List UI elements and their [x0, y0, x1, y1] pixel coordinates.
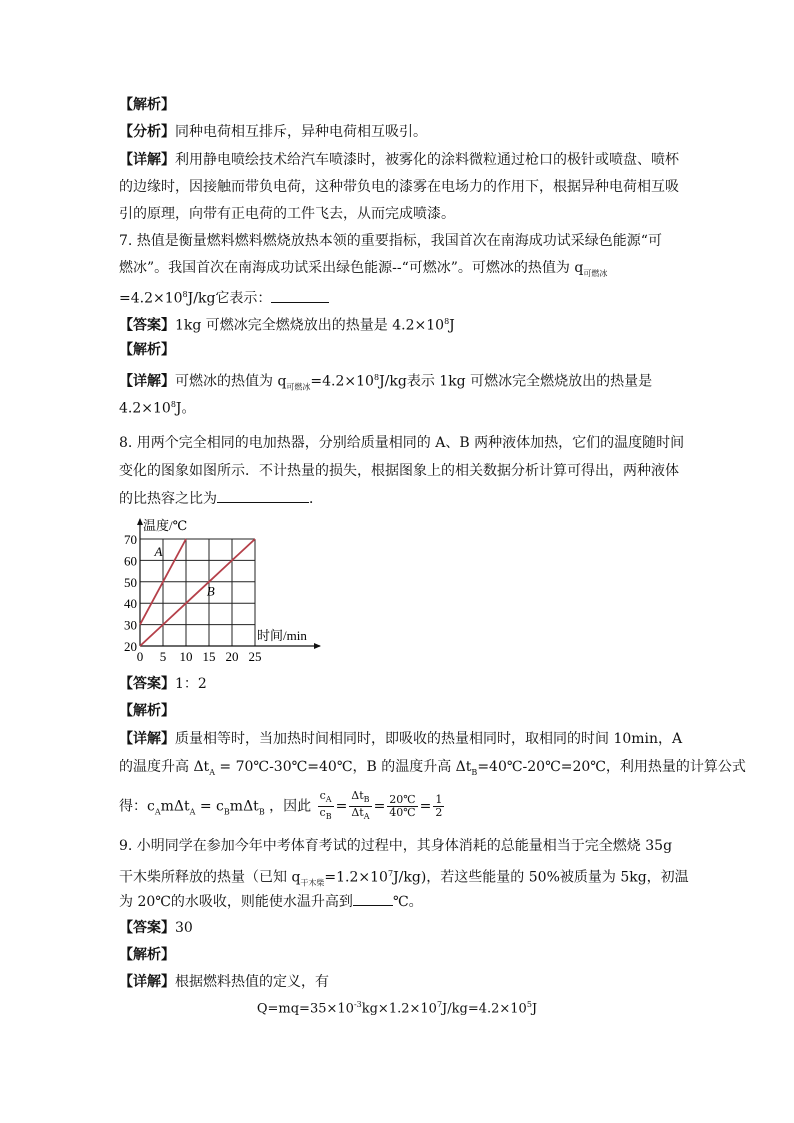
text-span: 的温度升高 Δt — [119, 759, 210, 775]
section-tag: 【详解】 — [119, 152, 175, 168]
section-tag: 【详解】 — [119, 373, 175, 390]
text-span: kg×1.2×10 — [361, 1001, 437, 1017]
subscript: A — [363, 812, 370, 822]
text-span: 质量相等时，当加热时间相同时，即吸收的热量相同时，取相同的时间 10min，A — [175, 731, 683, 747]
section-tag: 【详解】 — [119, 974, 175, 990]
x-axis-label: 时间/min — [257, 628, 307, 643]
subscript: B — [223, 807, 230, 817]
answer-line — [119, 674, 207, 694]
text-span: J/kg=4.2×10 — [442, 1001, 527, 1017]
text-span: ℃。 — [392, 894, 423, 910]
text-span: =4.2×10 — [119, 290, 183, 307]
answer-line — [119, 918, 193, 938]
text-span: 4.2×10 — [119, 400, 171, 417]
section-tag: 【答案】 — [119, 676, 175, 692]
answer-line — [119, 312, 455, 336]
text-span: J/kg)，若这些能量的 50%被质量为 5kg，初温 — [393, 869, 689, 886]
y-tick-label: 40 — [124, 596, 137, 612]
analysis-heading: 【解析】 — [119, 703, 175, 719]
subscript: B — [258, 807, 265, 817]
y-tick-label: 70 — [124, 532, 137, 547]
subscript: A — [209, 767, 215, 777]
fraction — [349, 790, 371, 823]
question-9-line — [119, 864, 689, 893]
superscript: 7 — [436, 1000, 443, 1009]
text-span: ． — [309, 491, 323, 507]
fraction-denominator: c — [319, 806, 326, 820]
y-axis-label: 温度/℃ — [143, 518, 188, 533]
chart-series — [140, 539, 255, 646]
text-span: =1.2×10 — [324, 869, 388, 886]
question-8-line: 8. 用两个完全相同的电加热器，分别给质量相同的 A、B 两种液体加热，它们的温度随时间 — [119, 435, 685, 451]
text-span: =4.2×10 — [310, 373, 374, 390]
text-span: J/kg它表示： — [187, 290, 272, 307]
y-tick-label: 20 — [124, 639, 137, 654]
y-tick-label: 60 — [124, 553, 137, 569]
section-tag: 【答案】 — [119, 920, 175, 936]
section-tag: 【详解】 — [119, 731, 175, 747]
x-tick-label: 0 — [136, 649, 144, 664]
analysis-heading: 【解析】 — [119, 947, 175, 963]
detail-line — [119, 368, 652, 397]
fraction-denominator: Δt — [351, 806, 364, 820]
subscript: A — [154, 807, 161, 817]
answer-text: J — [449, 317, 455, 334]
subscript: B — [471, 767, 478, 777]
text-span: mΔt — [229, 798, 259, 815]
text-span: ，因此 — [264, 798, 312, 815]
answer-text: 1kg 可燃冰完全燃烧放出的热量是 4.2×10 — [175, 317, 445, 334]
x-tick-label: 20 — [225, 649, 239, 664]
section-tag: 【答案】 — [119, 317, 175, 334]
detail-line — [119, 729, 682, 749]
detail-line — [119, 150, 679, 170]
question-8-line — [119, 488, 323, 509]
superscript: 8 — [373, 373, 380, 382]
subscript: 干木柴 — [300, 878, 325, 888]
text-span: =40℃-20℃=20℃，利用热量的计算公式 — [477, 759, 746, 775]
text-span: 可燃冰的热值为 q — [175, 373, 287, 390]
question-7-line — [119, 258, 607, 284]
paragraph-text: 同种电荷相互排斥，异种电荷相互吸引。 — [175, 124, 427, 140]
x-tick-label: 5 — [159, 649, 167, 664]
x-axis-arrow — [314, 643, 321, 649]
text-span: Q=mq=35×10 — [256, 1001, 354, 1017]
superscript: 8 — [170, 400, 176, 409]
analysis-heading: 【解析】 — [119, 342, 175, 358]
answer-blank — [271, 288, 329, 303]
x-tick-label: 25 — [248, 649, 262, 664]
detail-line: 引的原理，向带有正电荷的工件飞去，从而完成喷漆。 — [119, 206, 455, 222]
subscript: 可燃冰 — [583, 268, 608, 278]
x-tick-label: 10 — [179, 649, 193, 664]
subscript: A — [325, 795, 332, 805]
superscript: 8 — [182, 290, 188, 299]
text-span: 得：c — [119, 798, 155, 815]
subscript: 可燃冰 — [286, 382, 311, 392]
energy-formula — [0, 1000, 794, 1016]
series-label-b: B — [206, 583, 215, 599]
x-tick-label: 15 — [202, 649, 216, 664]
temperature-time-chart — [115, 516, 325, 666]
text-span: 燃冰”。我国首次在南海成功试采出绿色能源--“可燃冰”。可燃冰的热值为 q — [119, 260, 584, 276]
subscript: B — [325, 812, 332, 822]
text-span: 根据燃料热值的定义，有 — [175, 974, 329, 990]
fraction-numerator: 1 — [435, 793, 443, 807]
text-span: J/kg表示 1kg 可燃冰完全燃烧放出的热量是 — [379, 373, 653, 390]
detail-line — [119, 395, 196, 419]
text-span: 为 20℃的水吸收，则能使水温升高到 — [119, 894, 353, 910]
fraction — [433, 794, 444, 819]
text-span: J。 — [175, 400, 196, 417]
question-9-line — [119, 891, 423, 912]
answer-blank — [353, 891, 393, 906]
fraction-numerator: Δt — [351, 789, 364, 802]
superscript: 8 — [444, 317, 450, 326]
fraction — [387, 794, 417, 819]
y-tick-label: 30 — [124, 617, 137, 633]
fraction-denominator: 40℃ — [389, 806, 416, 820]
detail-formula-line: 得：$c_Am\Delta t_A = c_Bm\Delta t_B$ ，因此 $\frac{c_A}{c_B}$ = $\frac{\Delta t_B}{\Delta t_A}$ = $\frac{20℃}{40℃}$ = $\frac{1}{2}$ — [119, 789, 443, 822]
question-9-line: 9. 小明同学在参加今年中考体育考试的过程中，其身体消耗的总能量相当于完全燃烧 35g — [119, 838, 673, 854]
fraction-numerator: c — [319, 789, 326, 802]
text-span: 干木柴所释放的热量（已知 q — [119, 869, 301, 886]
y-tick-label: 50 — [124, 574, 137, 590]
section-tag: 【分析】 — [119, 124, 175, 140]
answer-text: 1：2 — [175, 676, 207, 692]
superscript: -3 — [353, 1000, 362, 1009]
answer-text: 30 — [175, 920, 193, 936]
text-span: = 70℃-30℃=40℃，B 的温度升高 Δt — [214, 759, 472, 775]
analysis-heading: 【解析】 — [119, 97, 175, 113]
text-span: mΔt — [160, 798, 190, 815]
text-span: 的比热容之比为 — [119, 491, 217, 507]
answer-blank — [217, 488, 309, 503]
superscript: 7 — [387, 869, 394, 878]
subscript: A — [189, 807, 196, 817]
question-7-line: 7. 热值是衡量燃料燃料燃烧放热本领的重要指标，我国首次在南海成功试采绿色能源“可 — [119, 233, 662, 249]
analysis-paragraph — [119, 122, 427, 142]
paragraph-text: 利用静电喷绘技术给汽车喷漆时，被雾化的涂料微粒通过枪口的极针或喷盘、喷杯 — [175, 152, 679, 168]
text-span: = c — [195, 798, 224, 815]
question-8-line: 变化的图象如图所示．不计热量的损失，根据图象上的相关数据分析计算可得出，两种液体 — [119, 463, 679, 479]
superscript: 5 — [526, 1000, 532, 1009]
detail-line: 的边缘时，因接触而带负电荷，这种带负电的漆雾在电场力的作用下，根据异种电荷相互吸 — [119, 179, 679, 195]
question-7-line — [119, 285, 329, 309]
text-span: J — [531, 1001, 538, 1017]
fraction-numerator: 20℃ — [389, 793, 416, 807]
fraction — [318, 790, 334, 823]
detail-line — [119, 972, 329, 992]
detail-line — [119, 757, 746, 783]
fraction-denominator: 2 — [435, 806, 443, 820]
series-label-a: A — [154, 543, 163, 559]
subscript: B — [363, 795, 370, 805]
